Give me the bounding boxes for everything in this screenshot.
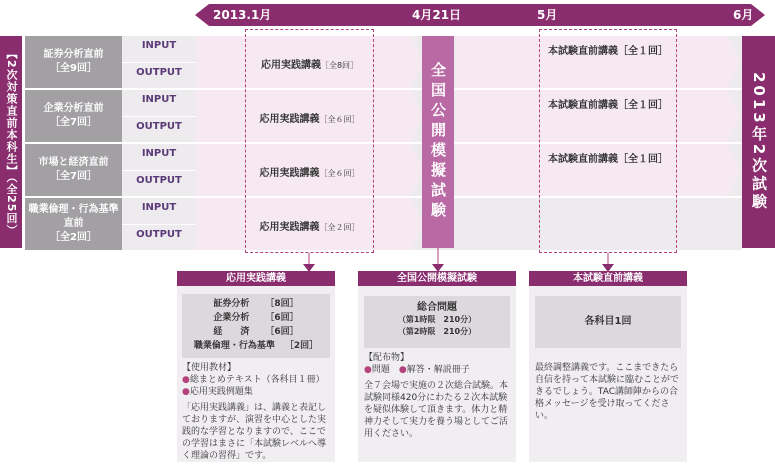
timeline-mock-date: 4月21日 bbox=[412, 8, 462, 22]
applied-course-label: 応用実践講義［全６回］ bbox=[259, 114, 360, 125]
panel-applied-header bbox=[177, 271, 335, 287]
final-lecture-label: 本試験直前講義［全１回］ bbox=[548, 100, 668, 111]
material-item: 総まとめテキスト（各科目１冊） bbox=[189, 375, 325, 385]
timeline-may: 5月 bbox=[537, 8, 558, 22]
mock-box-title: 総合問題 bbox=[417, 302, 457, 313]
timeline-june: 6月 bbox=[733, 8, 754, 22]
subject-name: 企業分析直前 bbox=[43, 103, 104, 114]
session-item: （第1時限 210分） bbox=[397, 315, 477, 324]
distribution-item: 解答・解説冊子 bbox=[406, 365, 470, 375]
output-label: OUTPUT bbox=[136, 229, 182, 240]
panel-applied-title: 応用実践講義 bbox=[177, 271, 335, 287]
final-box-title: 各科目1回 bbox=[584, 316, 632, 327]
applied-course-label: 応用実践講義［全６回］ bbox=[259, 168, 360, 179]
subject-name: 職業倫理・行為基準直前 bbox=[28, 204, 119, 229]
distribution-title: 【配布物】 bbox=[364, 353, 410, 363]
input-label: INPUT bbox=[141, 40, 177, 51]
final-lecture-box bbox=[535, 296, 681, 348]
panel-final-description: 最終調整講義です。ここまできたら自信を持って本試験に臨むことができるでしょう。TAC講師陣からの合格メッセージを受け取ってください。 bbox=[535, 363, 680, 421]
panel-mock-description: 全７会場で実施の２次総合試験。本試験同様420分にわたる２次本試験を疑似体験して頂きます。体力と精神力そして実力を養う場としてご活用ください。 bbox=[364, 381, 509, 439]
panel-applied-description: 「応用実践講義」は、講義と表記しておりますが、演習を中心とした実践的な学習となりますので、ここでの学習はまさに「本試験レベルへ導く理論の習得」です。 bbox=[182, 403, 327, 461]
subject-list bbox=[182, 294, 330, 358]
mock-exam-bar: 全国公開模擬試験 bbox=[422, 36, 454, 248]
distribution-section: 【配布物】 ●問題 ●解答・解説冊子 bbox=[364, 352, 512, 376]
materials-title: 【使用教材】 bbox=[182, 363, 237, 373]
subject-list-item: 証券分析 ［8回］ 企業分析 ［6回］ 経 済 ［6回］ 職業倫理・行為基準 ［2回］ bbox=[193, 299, 319, 351]
output-label: OUTPUT bbox=[136, 175, 182, 186]
session-item: （第2時限 210分） bbox=[397, 327, 477, 336]
subject-count: ［全2回］ bbox=[50, 232, 97, 243]
panel-mock-title: 全国公開模擬試験 bbox=[358, 271, 516, 287]
applied-course-label: 応用実践講義［全２回］ bbox=[259, 222, 360, 233]
materials-section: 【使用教材】 ●総まとめテキスト（各科目１冊） ●応用実践例題集 bbox=[182, 362, 332, 398]
distribution-item: 問題 bbox=[371, 365, 390, 375]
exam-bar: 2013年2次試験 bbox=[742, 36, 775, 248]
subject-name: 市場と経済直前 bbox=[38, 157, 109, 168]
subject-name: 証券分析直前 bbox=[43, 49, 104, 60]
material-item: 応用実践例題集 bbox=[189, 387, 253, 397]
timeline-start: 2013.1月 bbox=[213, 8, 272, 22]
subject-count: ［全9回］ bbox=[50, 63, 97, 74]
panel-mock-header bbox=[358, 271, 516, 287]
panel-final-title: 本試験直前講義 bbox=[529, 271, 687, 287]
panel-final-header bbox=[529, 271, 687, 287]
output-label: OUTPUT bbox=[136, 67, 182, 78]
panel-final bbox=[529, 286, 687, 462]
final-lecture-label: 本試験直前講義［全１回］ bbox=[548, 46, 668, 57]
input-label: INPUT bbox=[141, 202, 177, 213]
course-title-bar: 【2次対策直前本科生】（全25回） bbox=[0, 36, 22, 248]
subject-count: ［全7回］ bbox=[50, 117, 97, 128]
input-label: INPUT bbox=[141, 148, 177, 159]
final-lecture-label: 本試験直前講義［全１回］ bbox=[548, 154, 668, 165]
mock-exam-box bbox=[364, 296, 510, 348]
panel-mock bbox=[358, 286, 516, 462]
subject-count: ［全7回］ bbox=[50, 171, 97, 182]
panel-applied bbox=[177, 286, 335, 462]
output-label: OUTPUT bbox=[136, 121, 182, 132]
input-label: INPUT bbox=[141, 94, 177, 105]
applied-course-label: 応用実践講義［全8回］ bbox=[260, 60, 359, 71]
